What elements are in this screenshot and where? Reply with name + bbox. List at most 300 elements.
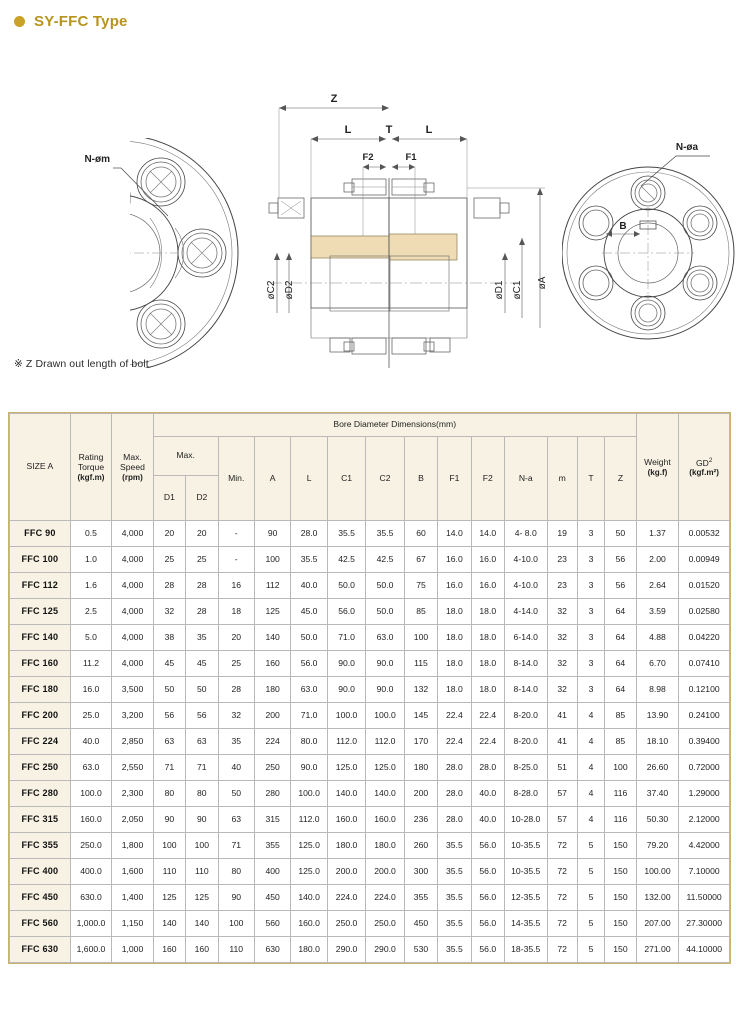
cell-torque: 25.0	[70, 703, 112, 729]
cell-c2: 63.0	[366, 625, 404, 651]
cell-f2: 18.0	[471, 599, 504, 625]
cell-torque: 11.2	[70, 651, 112, 677]
cell-speed: 4,000	[112, 599, 154, 625]
table-row	[10, 599, 730, 625]
cell-na: 4-10.0	[504, 573, 547, 599]
cell-c2: 100.0	[366, 703, 404, 729]
cell-d2: 20	[186, 521, 218, 547]
page-title-bar	[0, 0, 739, 42]
cell-m: 41	[547, 729, 577, 755]
cell-speed: 1,600	[112, 859, 154, 885]
cell-t: 3	[577, 677, 604, 703]
cell-a: 200	[254, 703, 290, 729]
cell-weight: 50.30	[636, 807, 679, 833]
cell-torque: 2.5	[70, 599, 112, 625]
table-row	[10, 677, 730, 703]
cell-f1: 28.0	[438, 755, 471, 781]
cell-speed: 4,000	[112, 573, 154, 599]
cell-l: 80.0	[291, 729, 327, 755]
dim-l-left-label: L	[344, 124, 352, 136]
cell-gd: 11.50000	[679, 885, 730, 911]
cell-min: -	[218, 547, 254, 573]
cell-m: 72	[547, 937, 577, 963]
cell-z: 85	[605, 729, 637, 755]
cell-d2: 45	[186, 651, 218, 677]
cell-torque: 1,000.0	[70, 911, 112, 937]
cell-t: 5	[577, 937, 604, 963]
cell-c2: 200.0	[366, 859, 404, 885]
cell-c1: 56.0	[327, 599, 365, 625]
cell-z: 116	[605, 781, 637, 807]
cell-na: 10-35.5	[504, 859, 547, 885]
cell-speed: 1,400	[112, 885, 154, 911]
cell-min: 25	[218, 651, 254, 677]
cell-weight: 3.59	[636, 599, 679, 625]
cell-b: 300	[404, 859, 437, 885]
cell-size: FFC 560	[10, 911, 71, 937]
cell-m: 57	[547, 807, 577, 833]
cell-gd: 0.01520	[679, 573, 730, 599]
cell-f2: 14.0	[471, 521, 504, 547]
table-row	[10, 625, 730, 651]
cell-z: 56	[605, 547, 637, 573]
th-size: SIZE A	[10, 414, 71, 521]
cell-min: 18	[218, 599, 254, 625]
cell-a: 100	[254, 547, 290, 573]
table-row	[10, 885, 730, 911]
cell-m: 32	[547, 677, 577, 703]
table-row	[10, 703, 730, 729]
cell-weight: 1.37	[636, 521, 679, 547]
dia-c1-label: øC1	[512, 280, 523, 300]
cell-f2: 18.0	[471, 625, 504, 651]
cell-d1: 125	[153, 885, 185, 911]
cell-l: 56.0	[291, 651, 327, 677]
table-row	[10, 755, 730, 781]
cell-c2: 90.0	[366, 677, 404, 703]
cell-b: 200	[404, 781, 437, 807]
cell-f1: 35.5	[438, 937, 471, 963]
cell-size: FFC 112	[10, 573, 71, 599]
cell-d1: 50	[153, 677, 185, 703]
cell-l: 45.0	[291, 599, 327, 625]
cell-t: 4	[577, 755, 604, 781]
cell-a: 315	[254, 807, 290, 833]
cell-torque: 160.0	[70, 807, 112, 833]
cell-c1: 112.0	[327, 729, 365, 755]
cell-f1: 18.0	[438, 625, 471, 651]
cell-c2: 50.0	[366, 599, 404, 625]
cell-d2: 35	[186, 625, 218, 651]
cell-min: 110	[218, 937, 254, 963]
right-flange-view	[562, 142, 734, 339]
cell-min: 35	[218, 729, 254, 755]
cell-d1: 28	[153, 573, 185, 599]
cell-a: 280	[254, 781, 290, 807]
cell-d1: 38	[153, 625, 185, 651]
cell-z: 150	[605, 859, 637, 885]
dim-b-label: B	[619, 221, 627, 232]
th-gd: $GD^2$ (kgf.m²)	[679, 414, 730, 521]
cell-size: FFC 450	[10, 885, 71, 911]
cell-f1: 16.0	[438, 573, 471, 599]
cell-torque: 63.0	[70, 755, 112, 781]
cell-size: FFC 100	[10, 547, 71, 573]
cell-l: 112.0	[291, 807, 327, 833]
cell-d1: 90	[153, 807, 185, 833]
th-bore-group: Bore Diameter Dimensions(mm)	[153, 414, 636, 437]
cell-z: 116	[605, 807, 637, 833]
cell-a: 140	[254, 625, 290, 651]
cell-weight: 79.20	[636, 833, 679, 859]
cell-d2: 125	[186, 885, 218, 911]
cell-min: 16	[218, 573, 254, 599]
cell-f1: 35.5	[438, 885, 471, 911]
cell-c1: 35.5	[327, 521, 365, 547]
cell-b: 145	[404, 703, 437, 729]
cell-c2: 50.0	[366, 573, 404, 599]
cell-b: 170	[404, 729, 437, 755]
cell-na: 4-10.0	[504, 547, 547, 573]
cell-min: 71	[218, 833, 254, 859]
cell-t: 3	[577, 547, 604, 573]
right-flange-callout-label: N-øa	[675, 142, 699, 153]
cell-f2: 56.0	[471, 833, 504, 859]
cell-f1: 35.5	[438, 833, 471, 859]
cell-min: 40	[218, 755, 254, 781]
th-f2: F2	[471, 437, 504, 521]
cell-m: 32	[547, 625, 577, 651]
footnote: ※ Z Drawn out length of bolt	[14, 358, 149, 370]
th-weight: Weight (kg.f)	[636, 414, 679, 521]
cell-a: 355	[254, 833, 290, 859]
cell-speed: 4,000	[112, 651, 154, 677]
cell-l: 71.0	[291, 703, 327, 729]
cell-t: 5	[577, 859, 604, 885]
cell-na: 14-35.5	[504, 911, 547, 937]
cell-gd: 7.10000	[679, 859, 730, 885]
dia-d1-label: øD1	[494, 280, 505, 300]
cell-z: 64	[605, 677, 637, 703]
cell-f1: 18.0	[438, 599, 471, 625]
cell-na: 8-20.0	[504, 703, 547, 729]
cell-z: 100	[605, 755, 637, 781]
cell-t: 3	[577, 599, 604, 625]
cell-na: 4- 8.0	[504, 521, 547, 547]
cell-f2: 16.0	[471, 573, 504, 599]
dia-a-label: øA	[537, 276, 548, 290]
cell-d2: 100	[186, 833, 218, 859]
table-row	[10, 573, 730, 599]
cell-l: 28.0	[291, 521, 327, 547]
cell-c1: 42.5	[327, 547, 365, 573]
table-row	[10, 807, 730, 833]
th-l: L	[291, 437, 327, 521]
cell-size: FFC 140	[10, 625, 71, 651]
cell-t: 5	[577, 833, 604, 859]
cell-l: 35.5	[291, 547, 327, 573]
left-flange-callout-label: N-øm	[84, 154, 110, 165]
cell-f2: 16.0	[471, 547, 504, 573]
th-c1: C1	[327, 437, 365, 521]
table-row	[10, 729, 730, 755]
cell-f2: 22.4	[471, 729, 504, 755]
cell-f1: 28.0	[438, 781, 471, 807]
th-f1: F1	[438, 437, 471, 521]
cell-a: 224	[254, 729, 290, 755]
th-z: Z	[605, 437, 637, 521]
table-row	[10, 859, 730, 885]
cell-c1: 100.0	[327, 703, 365, 729]
th-max-speed: Max. Speed (rpm)	[112, 414, 154, 521]
cell-c1: 50.0	[327, 573, 365, 599]
cell-d2: 28	[186, 573, 218, 599]
cell-na: 10-35.5	[504, 833, 547, 859]
cell-t: 3	[577, 625, 604, 651]
table-row	[10, 547, 730, 573]
cell-size: FFC 400	[10, 859, 71, 885]
cell-c1: 224.0	[327, 885, 365, 911]
cell-a: 560	[254, 911, 290, 937]
cell-a: 250	[254, 755, 290, 781]
cell-torque: 40.0	[70, 729, 112, 755]
cell-d1: 140	[153, 911, 185, 937]
cell-f2: 56.0	[471, 937, 504, 963]
cell-na: 12-35.5	[504, 885, 547, 911]
table-row	[10, 781, 730, 807]
cell-z: 150	[605, 833, 637, 859]
cell-speed: 3,500	[112, 677, 154, 703]
cell-d2: 110	[186, 859, 218, 885]
cell-a: 160	[254, 651, 290, 677]
cell-b: 100	[404, 625, 437, 651]
cell-size: FFC 355	[10, 833, 71, 859]
cell-b: 355	[404, 885, 437, 911]
table-row	[10, 651, 730, 677]
cell-z: 64	[605, 599, 637, 625]
cell-f2: 56.0	[471, 885, 504, 911]
cell-f2: 18.0	[471, 651, 504, 677]
cell-z: 64	[605, 651, 637, 677]
cell-l: 50.0	[291, 625, 327, 651]
cell-size: FFC 250	[10, 755, 71, 781]
cell-d2: 63	[186, 729, 218, 755]
cell-l: 90.0	[291, 755, 327, 781]
th-b: B	[404, 437, 437, 521]
table-row	[10, 833, 730, 859]
cell-f2: 28.0	[471, 755, 504, 781]
cell-c2: 180.0	[366, 833, 404, 859]
cell-min: 80	[218, 859, 254, 885]
cell-torque: 5.0	[70, 625, 112, 651]
cell-m: 32	[547, 599, 577, 625]
cell-weight: 100.00	[636, 859, 679, 885]
cell-d1: 71	[153, 755, 185, 781]
cell-size: FFC 160	[10, 651, 71, 677]
dim-t-label: T	[385, 124, 393, 136]
cell-l: 140.0	[291, 885, 327, 911]
cell-min: 50	[218, 781, 254, 807]
cell-torque: 630.0	[70, 885, 112, 911]
cell-speed: 4,000	[112, 547, 154, 573]
page-title: SY-FFC Type	[34, 12, 128, 30]
cell-torque: 1,600.0	[70, 937, 112, 963]
cell-size: FFC 280	[10, 781, 71, 807]
cell-na: 6-14.0	[504, 625, 547, 651]
cell-c1: 200.0	[327, 859, 365, 885]
cell-na: 4-14.0	[504, 599, 547, 625]
cell-size: FFC 90	[10, 521, 71, 547]
cell-c2: 250.0	[366, 911, 404, 937]
bullet-icon	[14, 16, 25, 27]
top-dimension-lines	[279, 93, 467, 236]
cell-m: 72	[547, 859, 577, 885]
cell-weight: 18.10	[636, 729, 679, 755]
cell-b: 180	[404, 755, 437, 781]
cell-d2: 140	[186, 911, 218, 937]
cell-t: 3	[577, 651, 604, 677]
cell-t: 4	[577, 703, 604, 729]
cell-m: 72	[547, 885, 577, 911]
th-rating-torque: Rating Torque (kgf.m)	[70, 414, 112, 521]
cell-min: 32	[218, 703, 254, 729]
cell-na: 8-28.0	[504, 781, 547, 807]
th-a: A	[254, 437, 290, 521]
cell-speed: 4,000	[112, 625, 154, 651]
cell-gd: 4.42000	[679, 833, 730, 859]
cell-f1: 18.0	[438, 677, 471, 703]
cell-l: 125.0	[291, 833, 327, 859]
cell-z: 56	[605, 573, 637, 599]
cell-speed: 1,000	[112, 937, 154, 963]
cell-t: 4	[577, 807, 604, 833]
cell-weight: 6.70	[636, 651, 679, 677]
th-d1: D1	[153, 476, 185, 521]
specification-table-body	[10, 521, 730, 963]
cell-speed: 3,200	[112, 703, 154, 729]
cell-m: 19	[547, 521, 577, 547]
cell-speed: 2,050	[112, 807, 154, 833]
th-t: T	[577, 437, 604, 521]
cell-c2: 140.0	[366, 781, 404, 807]
cell-na: 8-14.0	[504, 677, 547, 703]
cell-m: 32	[547, 651, 577, 677]
cell-a: 90	[254, 521, 290, 547]
cell-z: 64	[605, 625, 637, 651]
cell-gd: 0.12100	[679, 677, 730, 703]
cell-z: 150	[605, 911, 637, 937]
dia-c2-label: øC2	[266, 280, 277, 300]
cell-d2: 90	[186, 807, 218, 833]
table-row	[10, 937, 730, 963]
cell-min: 63	[218, 807, 254, 833]
cell-f1: 28.0	[438, 807, 471, 833]
cell-torque: 400.0	[70, 859, 112, 885]
dim-l-right-label: L	[425, 124, 433, 136]
cell-size: FFC 630	[10, 937, 71, 963]
cell-min: 90	[218, 885, 254, 911]
cell-gd: 0.02580	[679, 599, 730, 625]
cell-gd: 0.00532	[679, 521, 730, 547]
cell-c2: 125.0	[366, 755, 404, 781]
cell-gd: 0.04220	[679, 625, 730, 651]
cell-t: 4	[577, 781, 604, 807]
cell-l: 125.0	[291, 859, 327, 885]
cell-weight: 26.60	[636, 755, 679, 781]
cell-f1: 35.5	[438, 911, 471, 937]
cell-d1: 80	[153, 781, 185, 807]
cell-speed: 2,300	[112, 781, 154, 807]
dim-f2-label: F2	[362, 152, 374, 163]
cell-speed: 4,000	[112, 521, 154, 547]
cell-l: 63.0	[291, 677, 327, 703]
cell-l: 160.0	[291, 911, 327, 937]
th-max-group: Max.	[153, 437, 218, 476]
cell-t: 3	[577, 573, 604, 599]
cell-d2: 80	[186, 781, 218, 807]
cell-z: 150	[605, 885, 637, 911]
cell-t: 5	[577, 885, 604, 911]
cell-c2: 42.5	[366, 547, 404, 573]
cell-c1: 140.0	[327, 781, 365, 807]
cell-d1: 110	[153, 859, 185, 885]
cell-m: 51	[547, 755, 577, 781]
th-c2: C2	[366, 437, 404, 521]
dim-z-label: Z	[330, 93, 338, 105]
cell-c1: 125.0	[327, 755, 365, 781]
cell-c1: 250.0	[327, 911, 365, 937]
cell-torque: 1.6	[70, 573, 112, 599]
cell-gd: 0.24100	[679, 703, 730, 729]
cell-c1: 290.0	[327, 937, 365, 963]
cell-speed: 1,800	[112, 833, 154, 859]
table-row	[10, 911, 730, 937]
cell-c2: 224.0	[366, 885, 404, 911]
cell-t: 3	[577, 521, 604, 547]
cell-gd: 0.39400	[679, 729, 730, 755]
cell-b: 530	[404, 937, 437, 963]
cell-weight: 2.00	[636, 547, 679, 573]
cell-f1: 18.0	[438, 651, 471, 677]
cell-size: FFC 125	[10, 599, 71, 625]
cell-z: 150	[605, 937, 637, 963]
cell-c2: 90.0	[366, 651, 404, 677]
cell-d1: 56	[153, 703, 185, 729]
cell-b: 60	[404, 521, 437, 547]
cell-d1: 25	[153, 547, 185, 573]
cell-m: 72	[547, 911, 577, 937]
cell-torque: 16.0	[70, 677, 112, 703]
cell-gd: 44.10000	[679, 937, 730, 963]
cell-f2: 40.0	[471, 781, 504, 807]
cell-f1: 35.5	[438, 859, 471, 885]
cell-gd: 0.72000	[679, 755, 730, 781]
cell-d1: 160	[153, 937, 185, 963]
cell-d1: 45	[153, 651, 185, 677]
cell-torque: 100.0	[70, 781, 112, 807]
left-flange-view	[2, 135, 238, 368]
cell-a: 180	[254, 677, 290, 703]
cell-l: 180.0	[291, 937, 327, 963]
cell-a: 400	[254, 859, 290, 885]
cell-d1: 20	[153, 521, 185, 547]
cell-a: 630	[254, 937, 290, 963]
cell-f2: 56.0	[471, 859, 504, 885]
dim-f1-label: F1	[405, 152, 417, 163]
cell-l: 100.0	[291, 781, 327, 807]
th-na: N-a	[504, 437, 547, 521]
cell-size: FFC 315	[10, 807, 71, 833]
